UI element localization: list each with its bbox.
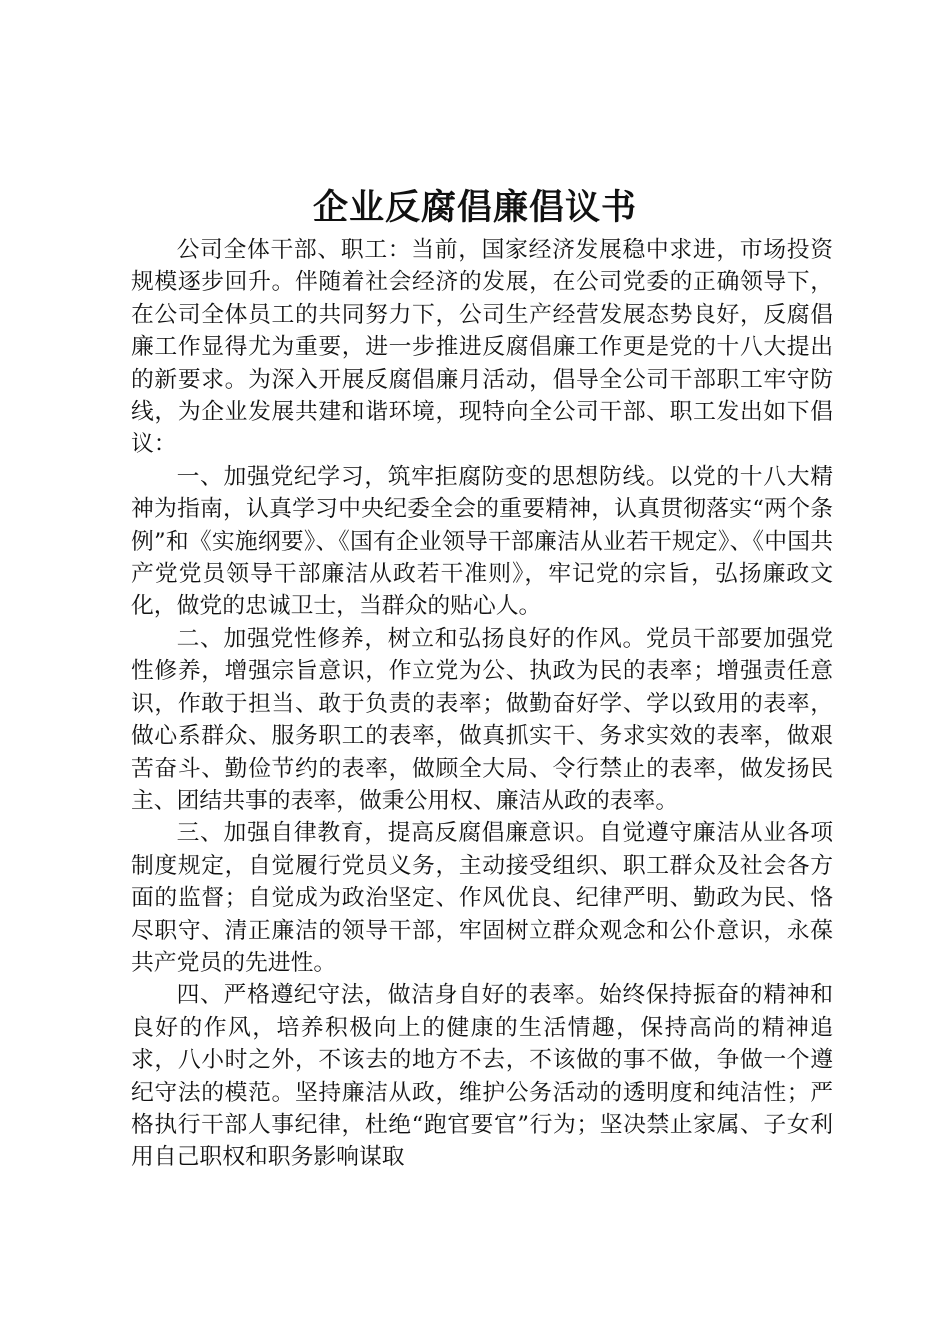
paragraph-item-4: 四、严格遵纪守法，做洁身自好的表率。始终保持振奋的精神和良好的作风，培养积极向上的健康的生活情趣，保持高尚的精神追求，八小时之外，不该去的地方不去，不该做的事不做，争做一个遵纪守法的模范。坚持廉洁从政，维护公务活动的透明度和纯洁性；严格执行干部人事纪律，杜绝“跑官要官”行为；坚决禁止家属、子女利用自己职权和职务影响谋取 bbox=[131, 982, 833, 1171]
paragraph-item-1: 一、加强党纪学习，筑牢拒腐防变的思想防线。以党的十八大精神为指南，认真学习中央纪委全会的重要精神，认真贯彻落实“两个条例”和《实施纲要》、《国有企业领导干部廉洁从业若干规定》、《中国共产党党员领导干部廉洁从政若干准则》，牢记党的宗旨，弘扬廉政文化，做党的忠诚卫士，当群众的贴心人。 bbox=[131, 463, 833, 620]
paragraph-intro: 公司全体干部、职工：当前，国家经济发展稳中求进，市场投资规模逐步回升。伴随着社会经济的发展，在公司党委的正确领导下，在公司全体员工的共同努力下，公司生产经营发展态势良好，反腐倡廉工作显得尤为重要，进一步推进反腐倡廉工作更是党的十八大提出的新要求。为深入开展反腐倡廉月活动，倡导全公司干部职工牢守防线，为企业发展共建和谐环境，现特向全公司干部、职工发出如下倡议： bbox=[131, 237, 833, 458]
document-title: 企业反腐倡廉倡议书 bbox=[312, 187, 637, 228]
paragraph-item-2: 二、加强党性修养，树立和弘扬良好的作风。党员干部要加强党性修养，增强宗旨意识，作立党为公、执政为民的表率；增强责任意识，作敢于担当、敢于负责的表率；做勤奋好学、学以致用的表率，做心系群众、服务职工的表率，做真抓实干、务求实效的表率，做艰苦奋斗、勤俭节约的表率，做顾全大局、令行禁止的表率，做发扬民主、团结共事的表率，做秉公用权、廉洁从政的表率。 bbox=[131, 625, 833, 814]
document-body bbox=[131, 234, 833, 1174]
paragraph-item-3: 三、加强自律教育，提高反腐倡廉意识。自觉遵守廉洁从业各项制度规定，自觉履行党员义务，主动接受组织、职工群众及社会各方面的监督；自觉成为政治坚定、作风优良、纪律严明、勤政为民、恪尽职守、清正廉洁的领导干部，牢固树立群众观念和公仆意识，永葆共产党员的先进性。 bbox=[131, 820, 833, 976]
